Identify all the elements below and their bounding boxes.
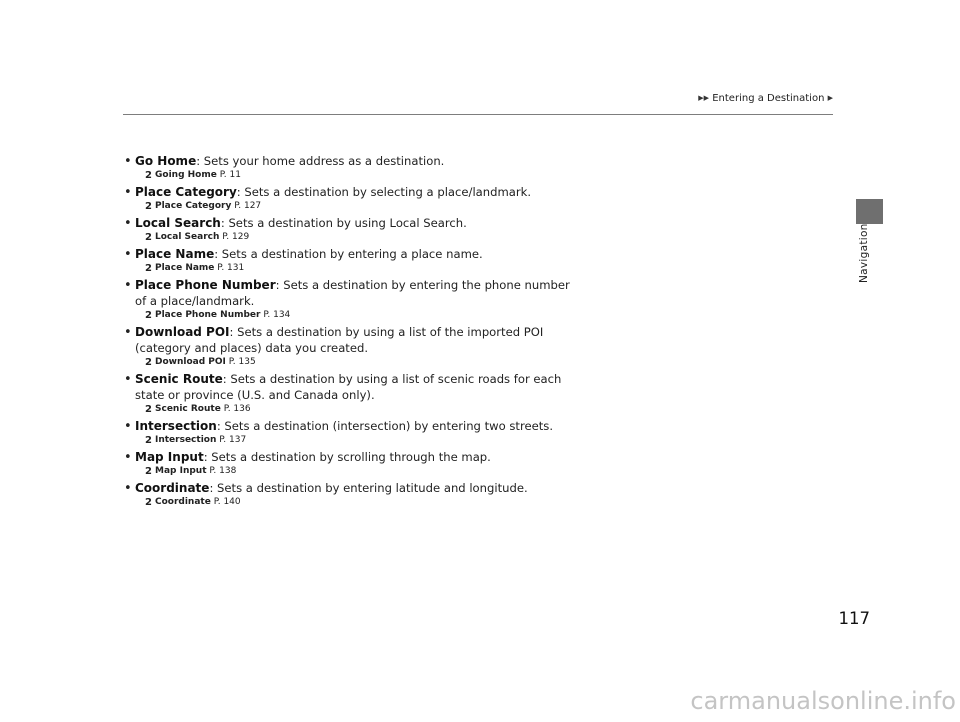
reference-arrow-icon: 2: [145, 170, 152, 181]
bullet-icon: •: [124, 372, 132, 387]
entry-text: [135, 153, 584, 169]
cross-reference-link[interactable]: [145, 262, 584, 277]
reference-name: Scenic Route: [155, 404, 221, 414]
list-item: [124, 418, 584, 449]
reference-name: Coordinate: [155, 497, 211, 507]
entry-description: : Sets a destination by entering a place name.: [214, 247, 483, 261]
list-item: [124, 184, 584, 215]
reference-arrow-icon: 2: [145, 310, 152, 321]
reference-name: Place Category: [155, 201, 232, 211]
list-item: [124, 449, 584, 480]
reference-page: P. 137: [219, 435, 247, 445]
list-item: [124, 480, 584, 511]
reference-name: Going Home: [155, 170, 217, 180]
list-item: [124, 371, 584, 418]
destination-options-list: [124, 153, 584, 511]
reference-arrow-icon: 2: [145, 201, 152, 212]
entry-text: [135, 371, 584, 403]
list-item: [124, 324, 584, 371]
cross-reference-link[interactable]: [145, 403, 584, 418]
bullet-icon: •: [124, 247, 132, 262]
reference-arrow-icon: 2: [145, 497, 152, 508]
cross-reference-link[interactable]: [145, 356, 584, 371]
entry-term: Place Category: [135, 185, 237, 199]
chapter-label: [858, 223, 871, 291]
reference-page: P. 127: [234, 201, 262, 211]
entry-term: Go Home: [135, 154, 197, 168]
entry-description: : Sets a destination (intersection) by entering two streets.: [216, 419, 554, 433]
entry-text: [135, 449, 584, 465]
entry-description: : Sets a destination by entering latitude and longitude.: [209, 481, 528, 495]
arrow-icon: ▶: [827, 94, 833, 102]
reference-name: Place Phone Number: [155, 310, 261, 320]
reference-name: Download POI: [155, 357, 226, 367]
entry-term: Place Phone Number: [135, 278, 276, 292]
entry-description: : Sets a destination by using a list of scenic roads for each state or province (U.S. and Canada only).: [135, 372, 562, 402]
reference-arrow-icon: 2: [145, 466, 152, 477]
cross-reference-link[interactable]: [145, 309, 584, 324]
reference-arrow-icon: 2: [145, 435, 152, 446]
bullet-icon: •: [124, 154, 132, 169]
entry-term: Place Name: [135, 247, 215, 261]
cross-reference-link[interactable]: [145, 434, 584, 449]
list-item: [124, 153, 584, 184]
reference-page: P. 131: [217, 263, 245, 273]
reference-name: Place Name: [155, 263, 215, 273]
reference-arrow-icon: 2: [145, 404, 152, 415]
cross-reference-link[interactable]: [145, 169, 584, 184]
bullet-icon: •: [124, 216, 132, 231]
watermark: carmanualsonline.info: [690, 687, 956, 715]
running-header: [500, 93, 833, 104]
entry-term: Scenic Route: [135, 372, 223, 386]
reference-page: P. 11: [219, 170, 241, 180]
entry-description: : Sets a destination by using Local Search.: [220, 216, 467, 230]
entry-text: [135, 246, 584, 262]
reference-name: Intersection: [155, 435, 217, 445]
bullet-icon: •: [124, 481, 132, 496]
bullet-icon: •: [124, 450, 132, 465]
entry-term: Coordinate: [135, 481, 210, 495]
reference-page: P. 135: [228, 357, 256, 367]
entry-term: Intersection: [135, 419, 217, 433]
reference-name: Local Search: [155, 232, 220, 242]
bullet-icon: •: [124, 185, 132, 200]
reference-page: P. 138: [209, 466, 237, 476]
page-number: 117: [838, 609, 870, 628]
reference-arrow-icon: 2: [145, 357, 152, 368]
reference-page: P. 140: [213, 497, 241, 507]
header-rule: [123, 114, 833, 115]
entry-description: : Sets a destination by using a list of the imported POI (category and places) data you created.: [135, 325, 544, 355]
entry-term: Local Search: [135, 216, 221, 230]
list-item: [124, 277, 584, 324]
entry-text: [135, 184, 584, 200]
list-item: [124, 215, 584, 246]
cross-reference-link[interactable]: [145, 200, 584, 215]
reference-arrow-icon: 2: [145, 263, 152, 274]
bullet-icon: •: [124, 278, 132, 293]
cross-reference-link[interactable]: [145, 231, 584, 246]
cross-reference-link[interactable]: [145, 465, 584, 480]
reference-name: Map Input: [155, 466, 207, 476]
chapter-tab: [856, 199, 883, 224]
entry-text: [135, 480, 584, 496]
cross-reference-link[interactable]: [145, 496, 584, 511]
entry-text: [135, 277, 584, 309]
reference-page: P. 136: [223, 404, 251, 414]
reference-arrow-icon: 2: [145, 232, 152, 243]
entry-term: Download POI: [135, 325, 230, 339]
entry-text: [135, 418, 584, 434]
list-item: [124, 246, 584, 277]
entry-term: Map Input: [135, 450, 204, 464]
section-title: Entering a Destination: [712, 93, 825, 104]
entry-description: : Sets a destination by scrolling through the map.: [203, 450, 491, 464]
entry-text: [135, 324, 584, 356]
double-arrow-icon: ▶▶: [698, 94, 710, 102]
reference-page: P. 129: [222, 232, 250, 242]
entry-description: : Sets a destination by selecting a place/landmark.: [236, 185, 532, 199]
entry-description: : Sets a destination by entering the phone number of a place/landmark.: [135, 278, 570, 308]
bullet-icon: •: [124, 419, 132, 434]
bullet-icon: •: [124, 325, 132, 340]
reference-page: P. 134: [263, 310, 291, 320]
entry-text: [135, 215, 584, 231]
chapter-label-text: Navigation: [858, 223, 870, 283]
entry-description: : Sets your home address as a destination.: [196, 154, 445, 168]
